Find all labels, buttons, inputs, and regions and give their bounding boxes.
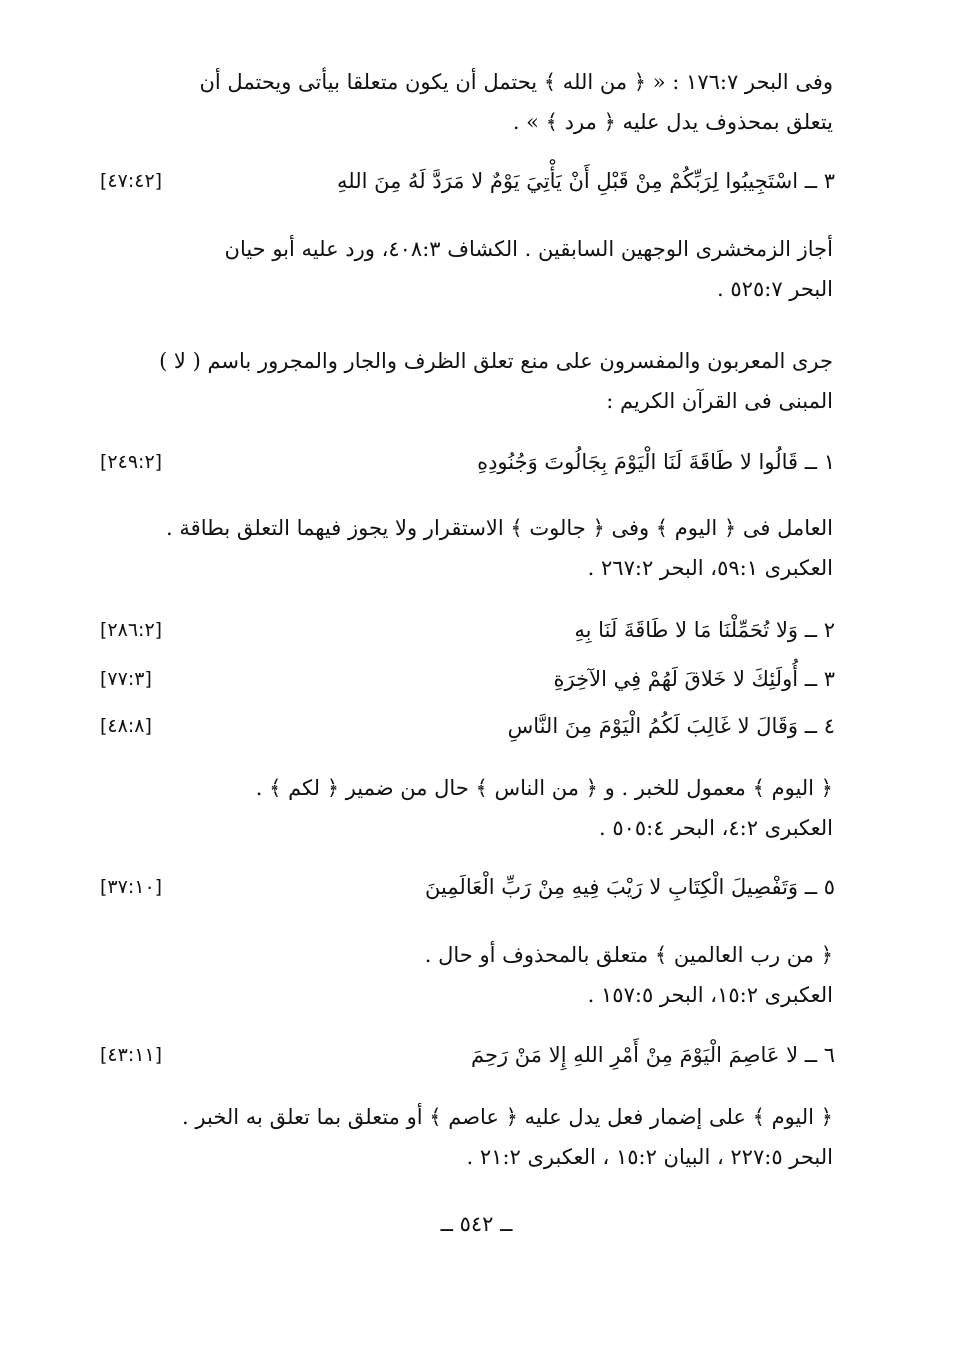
paragraph-line: العامل فى ﴿ اليوم ﴾ وفى ﴿ جالوت ﴾ الاستقرار ولا يجوز فيهما التعلق بطاقة . xyxy=(166,516,833,540)
verse-text: ٣ ــ اسْتَجِيبُوا لِرَبِّكُمْ مِنْ قَبْلِ أَنْ يَأْتِيَ يَوْمٌ لا مَرَدَّ لَهُ مِنَ اللهِ xyxy=(336,169,835,193)
paragraph-line: يتعلق بمحذوف يدل عليه ﴿ مرد ﴾ » . xyxy=(512,110,833,134)
verse-reference: [٤٨:٨] xyxy=(100,715,152,737)
commentary-paragraph xyxy=(98,341,833,421)
commentary-paragraph xyxy=(98,229,833,309)
verse-reference: [٤٧:٤٢] xyxy=(100,170,163,192)
commentary-paragraph xyxy=(98,508,833,588)
verse-text: ٣ ــ أُولَئِكَ لا خَلاقَ لَهُمْ فِي الآخِرَةِ xyxy=(553,667,835,691)
commentary-paragraph xyxy=(98,62,833,142)
verse-row xyxy=(100,706,835,746)
paragraph-line: العكبرى ٥٩:١، البحر ٢٦٧:٢ . xyxy=(587,556,833,580)
verse-text: ٢ ــ وَلا تُحَمِّلْنَا مَا لا طَاقَةَ لَنَا بِهِ xyxy=(574,618,835,642)
verse-row xyxy=(100,161,835,201)
paragraph-line: جرى المعربون والمفسرون على منع تعلق الظرف والجار والمجرور باسم ( لا ) xyxy=(159,349,833,373)
paragraph-line: ﴿ اليوم ﴾ على إضمار فعل يدل عليه ﴿ عاصم ﴾ أو متعلق بما تعلق به الخبر . xyxy=(182,1105,833,1129)
verse-text: ٥ ــ وَتَفْصِيلَ الْكِتَابِ لا رَيْبَ فِيهِ مِنْ رَبِّ الْعَالَمِينَ xyxy=(424,875,835,899)
paragraph-line: العكبرى ١٥:٢، البحر ١٥٧:٥ . xyxy=(587,983,833,1007)
verse-text: ٤ ــ وَقَالَ لا غَالِبَ لَكُمُ الْيَوْمَ مِنَ النَّاسِ xyxy=(507,714,835,738)
paragraph-line: أجاز الزمخشرى الوجهين السابقين . الكشاف ٤٠٨:٣، ورد عليه أبو حيان xyxy=(224,237,833,261)
paragraph-line: العكبرى ٤:٢، البحر ٥٠٥:٤ . xyxy=(598,816,833,840)
verse-reference: [٧٧:٣] xyxy=(100,668,152,690)
verse-row xyxy=(100,442,835,482)
page-number: ــ ٥٤٢ ــ xyxy=(440,1212,513,1236)
verse-reference: [٢٤٩:٢] xyxy=(100,451,163,473)
verse-row xyxy=(100,867,835,907)
paragraph-line: وفى البحر ١٧٦:٧ : « ﴿ من الله ﴾ يحتمل أن يكون متعلقا بيأتى ويحتمل أن xyxy=(199,70,833,94)
verse-text: ٦ ــ لا عَاصِمَ الْيَوْمَ مِنْ أَمْرِ اللهِ إِلا مَنْ رَحِمَ xyxy=(471,1043,835,1067)
commentary-paragraph xyxy=(98,1097,833,1177)
verse-row xyxy=(100,659,835,699)
paragraph-line: ﴿ اليوم ﴾ معمول للخبر . و ﴿ من الناس ﴾ حال من ضمير ﴿ لكم ﴾ . xyxy=(255,776,833,800)
paragraph-line: البحر ٢٢٧:٥ ، البيان ١٥:٢ ، العكبرى ٢١:٢ . xyxy=(466,1145,833,1169)
verse-text: ١ ــ قَالُوا لا طَاقَةَ لَنَا الْيَوْمَ بِجَالُوتَ وَجُنُودِهِ xyxy=(477,450,835,474)
verse-reference: [٤٣:١١] xyxy=(100,1044,163,1066)
verse-row xyxy=(100,610,835,650)
commentary-paragraph xyxy=(98,768,833,848)
paragraph-line: ﴿ من رب العالمين ﴾ متعلق بالمحذوف أو حال . xyxy=(424,943,833,967)
verse-reference: [٢٨٦:٢] xyxy=(100,619,163,641)
commentary-paragraph xyxy=(98,935,833,1015)
paragraph-line: البحر ٥٢٥:٧ . xyxy=(717,277,833,301)
verse-row xyxy=(100,1035,835,1075)
verse-reference: [٣٧:١٠] xyxy=(100,876,163,898)
paragraph-line: المبنى فى القرآن الكريم : xyxy=(606,389,833,413)
